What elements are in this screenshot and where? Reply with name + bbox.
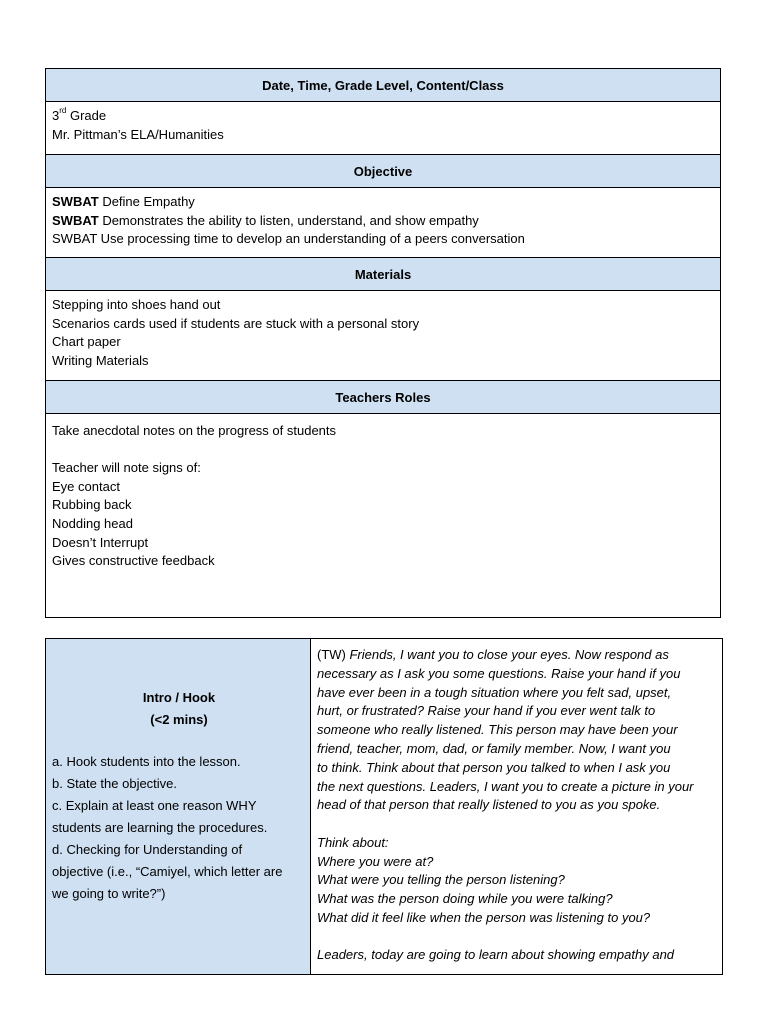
think-about-label: Think about: [317,834,389,850]
swbat-label: SWBAT [52,212,99,228]
script-line: have ever been in a tough situation where you felt sad, upset, [317,684,672,700]
intro-hook-step: a. Hook students into the lesson. [52,754,241,769]
roles-sign-item: Eye contact [52,478,120,494]
lesson-procedure-table [45,638,723,975]
script-line: friend, teacher, mom, dad, or family member. Now, I want you [317,740,671,756]
reflection-question: What was the person doing while you were talking? [317,891,613,907]
roles-sign-item: Nodding head [52,515,133,531]
script-text: Friends, I want you to close your eyes. Now respond as [349,647,669,662]
reflection-question: What did it feel like when the person was listening to you? [317,909,651,925]
section-header-teachers-roles: Teachers Roles [46,381,720,414]
section-teachers-roles [46,414,720,617]
materials-item: Stepping into shoes hand out [52,297,221,312]
roles-sign-item: Rubbing back [52,497,132,513]
materials-item: Scenarios cards used if students are stuck with a personal story [52,315,420,331]
teacher-script-cell [311,639,722,974]
script-line [317,646,717,665]
grade-level [52,107,714,126]
objective-text: Define Empathy [98,194,195,209]
reflection-question: What were you telling the person listening? [317,872,565,888]
materials-item: Writing Materials [52,352,149,368]
section-grade-class [46,102,720,155]
section-materials [46,291,720,381]
roles-sign-item: Doesn’t Interrupt [52,534,149,550]
roles-sign-item: Gives constructive feedback [52,553,215,569]
teacher-class: Mr. Pittman’s ELA/Humanities [52,126,224,142]
intro-hook-steps [52,751,306,905]
script-line: necessary as I ask you some questions. Raise your hand if you [317,665,681,681]
grade-word: Grade [66,108,107,123]
intro-hook-step: c. Explain at least one reason WHY [52,798,257,813]
intro-hook-step: students are learning the procedures. [52,820,268,835]
section-header-materials: Materials [46,258,720,291]
section-header-objective: Objective [46,155,720,188]
script-line: someone who really listened. This person may have been your [317,722,678,738]
objective-line-2 [52,212,714,231]
script-line: the next questions. Leaders, I want you to create a picture in your [317,778,694,794]
swbat-label: SWBAT [52,194,99,209]
tw-label: (TW) [317,647,350,662]
intro-hook-duration: (<2 mins) [150,712,208,727]
intro-hook-step: b. State the objective. [52,776,178,791]
roles-intro: Take anecdotal notes on the progress of students [52,423,337,438]
script-line: to think. Think about that person you talked to when I ask you [317,759,671,775]
materials-item: Chart paper [52,334,121,350]
reflection-question: Where you were at? [317,853,434,869]
intro-hook-step: objective (i.e., “Camiyel, which letter are [52,864,283,879]
closing-line: Leaders, today are going to learn about showing empathy and [317,947,675,963]
intro-hook-step: we going to write?”) [52,886,166,901]
roles-signs-label: Teacher will note signs of: [52,460,201,476]
objective-text: Demonstrates the ability to listen, understand, and show empathy [98,212,479,228]
lesson-header-table [45,68,721,618]
intro-hook-step: d. Checking for Understanding of [52,842,243,857]
objective-line-3: SWBAT Use processing time to develop an understanding of a peers conversation [52,231,525,247]
intro-hook-title: Intro / Hook [142,690,216,705]
section-header-date-grade: Date, Time, Grade Level, Content/Class [46,69,720,102]
script-line: hurt, or frustrated? Raise your hand if you ever went talk to [317,703,656,719]
objective-line-1 [52,193,714,212]
intro-hook-cell [46,639,311,974]
section-objective [46,188,720,258]
script-line: head of that person that really listened to you as you spoke. [317,797,661,813]
grade-number: 3 [52,108,60,123]
grade-suffix: rd [59,105,67,115]
